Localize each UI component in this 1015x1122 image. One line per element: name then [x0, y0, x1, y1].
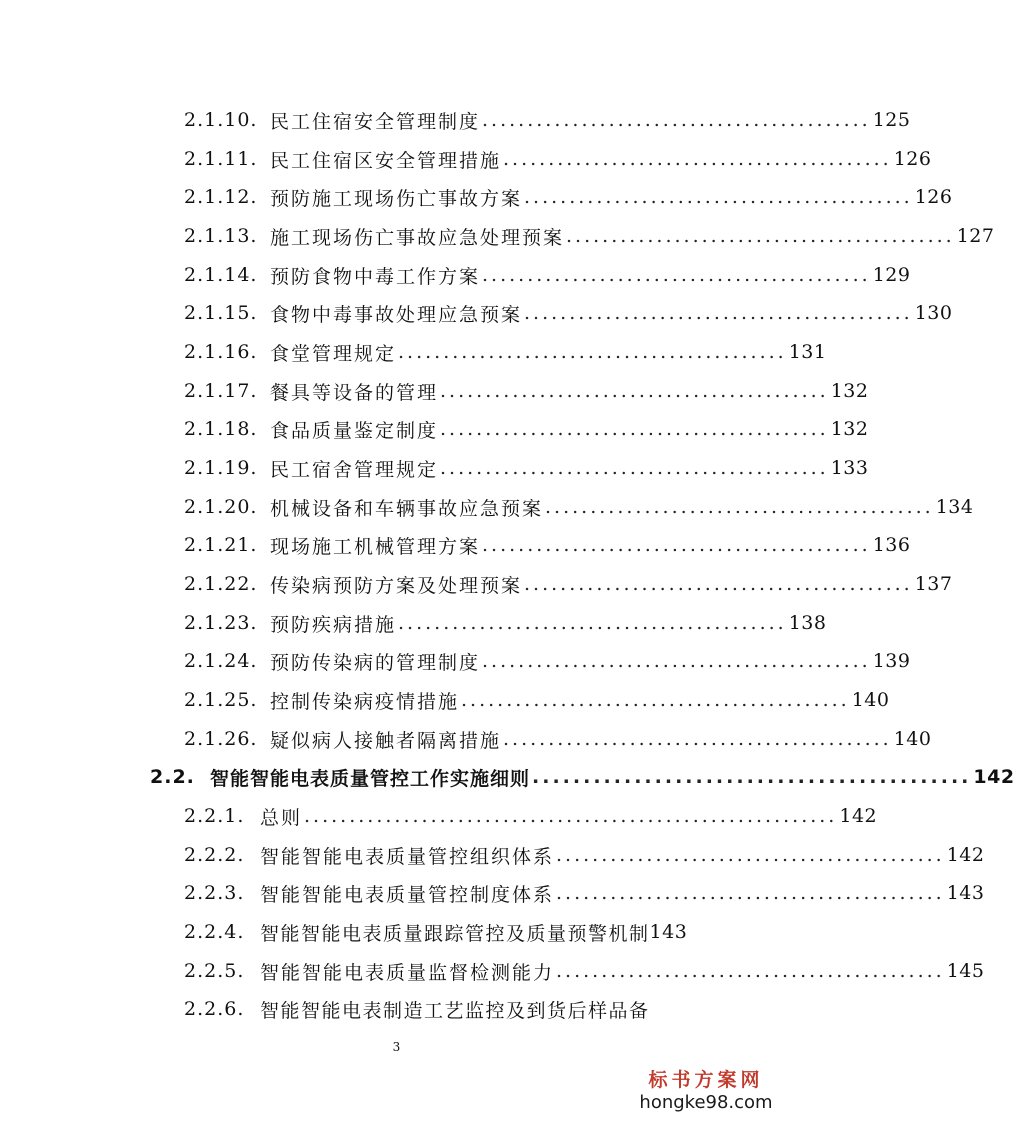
toc-entry[interactable] [184, 376, 869, 406]
toc-entry-number: 2.2.4. [184, 921, 245, 943]
toc-entry-number: 2.2.6. [184, 998, 245, 1020]
toc-leader-dots: ........................................... [398, 612, 787, 634]
toc-entry[interactable] [184, 337, 827, 367]
toc-entry[interactable] [184, 801, 878, 831]
toc-entry-title: 智能智能电表制造工艺监控及到货后样品备 [260, 999, 650, 1022]
toc-entry-number: 2.1.23. [184, 612, 258, 634]
watermark-cn-text: 标书方案网 [648, 1069, 764, 1091]
toc-entry-number: 2.1.17. [184, 380, 258, 402]
toc-entry-page: 142 [946, 844, 985, 866]
toc-entry[interactable] [184, 646, 911, 676]
toc-entry-number: 2.1.19. [184, 457, 258, 479]
toc-entry-page: 134 [935, 496, 974, 518]
toc-leader-dots: ........................................... [524, 186, 913, 208]
toc-entry-number: 2.1.14. [184, 264, 258, 286]
toc-leader-dots: ........................................... [503, 148, 892, 170]
toc-entry[interactable] [184, 994, 684, 1024]
toc-entry-title: 预防疾病措施 [270, 613, 397, 636]
toc-leader-dots: ........................................................... [304, 805, 838, 827]
toc-entry-page: 142 [839, 805, 878, 827]
toc-entry-page: 142 [973, 766, 1015, 788]
toc-leader-dots: ........................................... [482, 264, 871, 286]
toc-leader-dots: ........................................... [440, 457, 829, 479]
toc-entry-title: 餐具等设备的管理 [270, 381, 439, 404]
toc-entry-page: 136 [872, 534, 911, 556]
toc-entry-number: 2.1.22. [184, 573, 258, 595]
toc-entry-number: 2.1.18. [184, 418, 258, 440]
toc-entry[interactable] [184, 144, 932, 174]
toc-entry-number: 2.1.11. [184, 148, 258, 170]
toc-entry[interactable] [184, 105, 911, 135]
toc-entry-number: 2.2.5. [184, 960, 245, 982]
toc-entry-title: 控制传染病疫情措施 [270, 690, 460, 713]
toc-entry[interactable] [184, 221, 995, 251]
toc-leader-dots: ........................................... [545, 496, 934, 518]
toc-entry-page: 132 [830, 418, 869, 440]
toc-entry-number: 2.1.12. [184, 186, 258, 208]
toc-entry-number: 2.2.2. [184, 844, 245, 866]
toc-entry[interactable] [184, 840, 985, 870]
toc-entry-title: 民工住宿安全管理制度 [270, 110, 481, 133]
toc-entry[interactable] [184, 569, 953, 599]
toc-entry[interactable] [184, 298, 953, 328]
toc-entry-number: 2.1.15. [184, 302, 258, 324]
toc-entry-title: 智能智能电表质量管控组织体系 [260, 845, 555, 868]
toc-entry-number: 2.1.21. [184, 534, 258, 556]
toc-entry-page: 133 [830, 457, 869, 479]
toc-leader-dots: ........................................... [532, 766, 972, 788]
toc-leader-dots: ........................................... [556, 882, 945, 904]
toc-entry-title: 智能智能电表质量管控制度体系 [260, 883, 555, 906]
toc-entry[interactable] [184, 182, 953, 212]
toc-entry[interactable] [184, 685, 890, 715]
toc-entry-title: 总则 [260, 806, 303, 829]
toc-entry-page: 126 [914, 186, 953, 208]
toc-entry-number: 2.1.13. [184, 225, 258, 247]
toc-entry-title: 施工现场伤亡事故应急处理预案 [270, 226, 565, 249]
toc-entry-page: 129 [872, 264, 911, 286]
toc-entry-title: 食品质量鉴定制度 [270, 419, 439, 442]
toc-entry[interactable] [184, 956, 985, 986]
watermark-logo [631, 1068, 781, 1114]
toc-entry-page: 131 [788, 341, 827, 363]
toc-entry-title: 机械设备和车辆事故应急预案 [270, 497, 544, 520]
toc-leader-dots: ........................................... [398, 341, 787, 363]
toc-entry[interactable] [184, 917, 699, 947]
toc-entry[interactable] [184, 260, 911, 290]
toc-section-entry[interactable] [150, 762, 1015, 792]
toc-entry-title: 民工住宿区安全管理措施 [270, 149, 502, 172]
toc-entry-page: 145 [946, 960, 985, 982]
toc-entry-title: 食堂管理规定 [270, 342, 397, 365]
toc-entry-page: 139 [872, 650, 911, 672]
toc-leader-dots: ........................................... [566, 225, 955, 247]
toc-leader-dots: ........................................... [503, 728, 892, 750]
watermark-url-text: hongke98.com [639, 1092, 773, 1113]
toc-entry-title: 预防施工现场伤亡事故方案 [270, 187, 523, 210]
toc-entry-page: 126 [893, 148, 932, 170]
toc-entry-page: 125 [872, 109, 911, 131]
toc-entry[interactable] [184, 608, 827, 638]
toc-entry-page: 143 [946, 882, 985, 904]
toc-leader-dots: ........................................... [556, 960, 945, 982]
toc-leader-dots: ........................................... [440, 380, 829, 402]
toc-entry-title: 智能智能电表质量跟踪管控及质量预警机制 [260, 922, 650, 945]
toc-entry[interactable] [184, 878, 985, 908]
toc-entry-title: 智能智能电表质量管控工作实施细则 [210, 767, 531, 790]
toc-entry-title: 预防食物中毒工作方案 [270, 265, 481, 288]
toc-entry-number: 2.1.26. [184, 728, 258, 750]
toc-entry-number: 2.1.25. [184, 689, 258, 711]
toc-entry[interactable] [184, 724, 932, 754]
toc-entry-number: 2.1.10. [184, 109, 258, 131]
toc-entry-number: 2.2.3. [184, 882, 245, 904]
toc-entry[interactable] [184, 530, 911, 560]
toc-entry-page: 127 [956, 225, 995, 247]
toc-leader-dots: ........................................... [524, 573, 913, 595]
toc-entry[interactable] [184, 453, 869, 483]
toc-entry-number: 2.1.16. [184, 341, 258, 363]
toc-entry-number: 2.1.20. [184, 496, 258, 518]
toc-entry-title: 智能智能电表质量监督检测能力 [260, 961, 555, 984]
toc-leader-dots: ........................................... [556, 844, 945, 866]
toc-entry-number: 2.2.1. [184, 805, 245, 827]
toc-entry-page: 130 [914, 302, 953, 324]
toc-entry-number: 2.2. [150, 766, 195, 788]
toc-leader-dots: ........................................... [482, 109, 871, 131]
toc-entry-title: 预防传染病的管理制度 [270, 651, 481, 674]
toc-entry-title: 传染病预防方案及处理预案 [270, 574, 523, 597]
toc-entry-title: 现场施工机械管理方案 [270, 535, 481, 558]
toc-leader-dots: ........................................... [440, 418, 829, 440]
toc-leader-dots: ........................................... [482, 650, 871, 672]
toc-entry[interactable] [184, 492, 974, 522]
toc-entry-title: 疑似病人接触者隔离措施 [270, 729, 502, 752]
toc-leader-dots: ........................................... [524, 302, 913, 324]
toc-entry-page: 143 [649, 921, 688, 943]
toc-entry[interactable] [184, 414, 869, 444]
toc-entry-number: 2.1.24. [184, 650, 258, 672]
page-number: 3 [392, 1040, 401, 1054]
toc-leader-dots: ........................................... [461, 689, 850, 711]
toc-entry-page: 140 [893, 728, 932, 750]
toc-entry-page: 137 [914, 573, 953, 595]
toc-entry-title: 民工宿舍管理规定 [270, 458, 439, 481]
toc-entry-page: 138 [788, 612, 827, 634]
toc-entry-title: 食物中毒事故处理应急预案 [270, 303, 523, 326]
toc-entry-page: 140 [851, 689, 890, 711]
toc-entry-page: 132 [830, 380, 869, 402]
toc-leader-dots: ........................................... [482, 534, 871, 556]
